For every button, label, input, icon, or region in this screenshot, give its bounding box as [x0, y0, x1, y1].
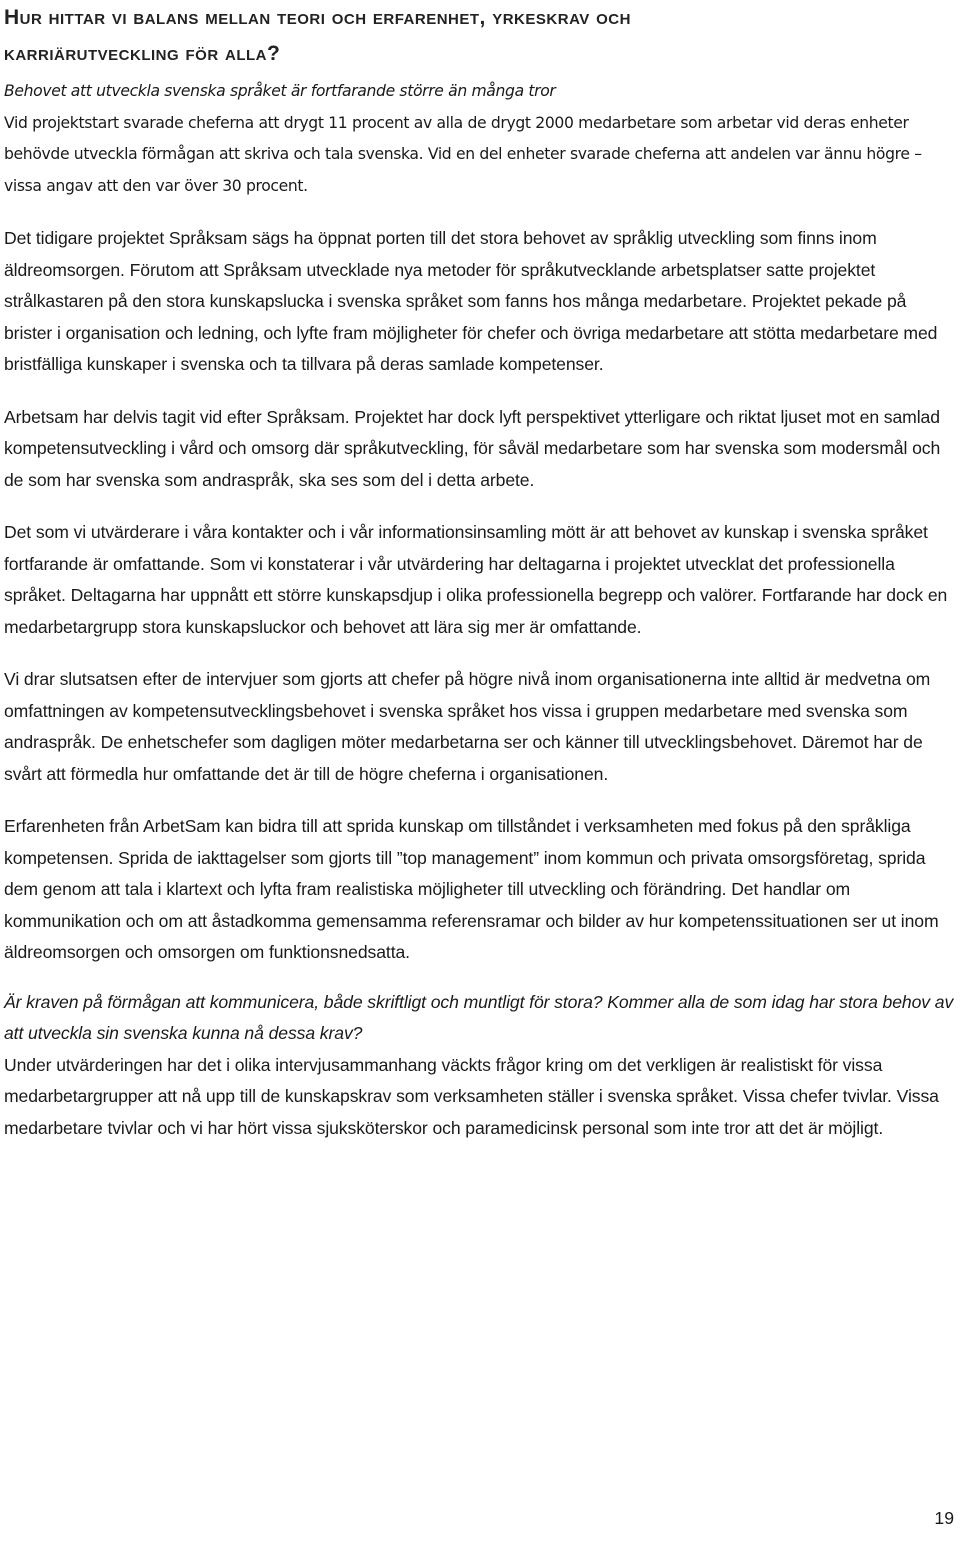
paragraph-requirements	[4, 987, 954, 1145]
intro-paragraph	[4, 76, 954, 202]
requirements-text: Under utvärderingen har det i olika intervjusammanhang väckts frågor kring om det verkligen är realistiskt för vissa medarbetargrupper att nå upp till de kunskapskrav som verksamheten ställer i svenska språket. Vissa chefer tvivlar. Vissa medarbetare tvivlar och vi har hört vissa sjuksköterskor och paramedicinsk personal som inte tror att det är möjligt.	[4, 1054, 939, 1138]
intro-question: Behovet att utveckla svenska språket är fortfarande större än många tror	[4, 82, 556, 100]
paragraph-evaluators: Det som vi utvärderare i våra kontakter och i vår informationsinsamling mött är att behovet av kunskap i svenska språket fortfarande är omfattande. Som vi konstaterar i vår utvärdering har deltagarna i projektet utvecklat det professionella språket. Deltagarna har uppnått ett större kunskapsdjup i olika professionella begrepp och valörer. Fortfarande har dock en medarbetargrupp stora kunskapsluckor och behovet att lära sig mer är omfattande.	[4, 522, 948, 637]
paragraph-conclusion: Vi drar slutsatsen efter de intervjuer som gjorts att chefer på högre nivå inom organisationerna inte alltid är medvetna om omfattningen av kompetensutvecklingsbehovet i svenska språket hos vissa i gruppen medarbetare med svenska som andraspråk. De enhetschefer som dagligen möter medarbetarna ser och känner till utvecklingsbehovet. Däremot har de svårt att förmedla hur omfattande det är till de högre cheferna i organisationen.	[4, 669, 931, 784]
page-number: 19	[934, 1508, 954, 1528]
paragraph-experience: Erfarenheten från ArbetSam kan bidra till att sprida kunskap om tillståndet i verksamheten med fokus på den språkliga kompetensen. Sprida de iakttagelser som gjorts till ”top management” inom kommun och privata omsorgsföretag, sprida dem genom att tala i klartext och lyfta fram realistiska möjligheter till utveckling och förändring. Det handlar om kommunikation och om att åstadkomma gemensamma referensramar och bilder av hur kompetenssituationen ser ut inom äldreomsorgen och omsorgen om funktionsnedsatta.	[4, 816, 939, 962]
intro-text: Vid projektstart svarade cheferna att drygt 11 procent av alla de drygt 2000 medarbetare som arbetar vid deras enheter behövde utveckla förmågan att skriva och tala svenska. Vid en del enheter svarade cheferna att andelen var ännu högre – vissa angav att den var över 30 procent.	[4, 113, 922, 195]
requirements-question: Är kraven på förmågan att kommunicera, både skriftligt och muntligt för stora? Kommer alla de som idag har stora behov av att utveckla sin svenska kunna nå dessa krav?	[4, 991, 954, 1043]
section-heading	[4, 0, 954, 72]
section-heading-line-2: karriärutveckling för alla?	[4, 42, 281, 65]
section-heading-line-1: Hur hittar vi balans mellan teori och erfarenhet, yrkeskrav och	[4, 6, 631, 29]
paragraph-arbetsam: Arbetsam har delvis tagit vid efter Språksam. Projektet har dock lyft perspektivet ytterligare och riktat ljuset mot en samlad kompetensutveckling i vård och omsorg där språkutveckling, för såväl medarbetare som har svenska som modersmål och de som har svenska som andraspråk, ska ses som del i detta arbete.	[4, 406, 941, 490]
paragraph-spraksam: Det tidigare projektet Språksam sägs ha öppnat porten till det stora behovet av språklig utveckling som finns inom äldreomsorgen. Förutom att Språksam utvecklade nya metoder för språkutvecklande arbetsplatser satte projektet strålkastaren på den stora kunskapslucka i svenska språket som fanns hos många medarbetare. Projektet pekade på brister i organisation och ledning, och lyfte fram möjligheter för chefer och övriga medarbetare att stötta medarbetare med bristfälliga kunskaper i svenska och ta tillvara på deras samlade kompetenser.	[4, 228, 938, 374]
